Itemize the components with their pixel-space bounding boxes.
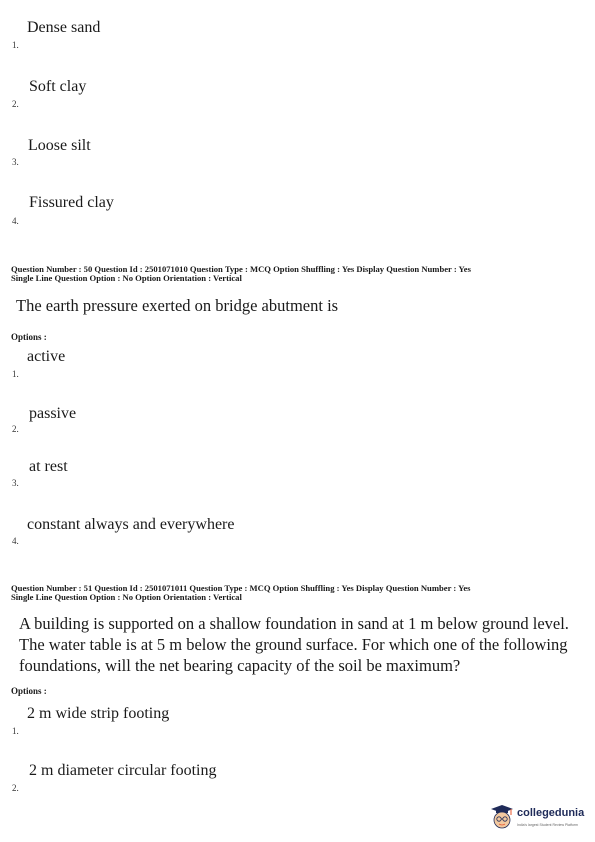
option-number: 3. [12, 157, 19, 167]
option-number: 3. [12, 478, 19, 488]
option-text: 2 m diameter circular footing [29, 762, 217, 779]
option-number: 4. [12, 536, 19, 546]
option-number: 2. [12, 783, 19, 793]
option-text: Fissured clay [29, 194, 114, 211]
logo-wordmark: collegedunia [517, 807, 585, 819]
option-text: at rest [29, 458, 68, 475]
logo-tagline: India's largest Student Review Platform [517, 823, 578, 827]
option-text: constant always and everywhere [27, 516, 235, 533]
option-text: 2 m wide strip footing [27, 705, 170, 722]
option-number: 1. [12, 369, 19, 379]
collegedunia-logo [490, 800, 590, 834]
graduate-mascot-icon [490, 804, 514, 830]
option-number: 4. [12, 216, 19, 226]
option-text: Loose silt [28, 137, 91, 154]
option-text: active [27, 348, 66, 365]
option-number: 1. [12, 40, 19, 50]
option-number: 1. [12, 726, 19, 736]
option-text: passive [29, 405, 77, 422]
options-label: Options : [11, 686, 47, 696]
question-meta-line: Question Number : 51 Question Id : 2501071011 Question Type : MCQ Option Shuffling : Yes Display Question Number : Yes [11, 583, 471, 593]
question-text-line: The water table is at 5 m below the ground surface. For which one of the following [19, 635, 568, 654]
question-text-line: foundations, will the net bearing capacity of the soil be maximum? [19, 656, 461, 675]
option-text: Soft clay [29, 78, 87, 95]
question-meta-line: Single Line Question Option : No Option Orientation : Vertical [11, 273, 242, 283]
question-text: The earth pressure exerted on bridge abutment is [16, 296, 339, 315]
options-label: Options : [11, 332, 47, 342]
option-number: 2. [12, 424, 19, 434]
question-meta-line: Single Line Question Option : No Option Orientation : Vertical [11, 592, 242, 602]
question-meta-line: Question Number : 50 Question Id : 2501071010 Question Type : MCQ Option Shuffling : Yes Display Question Number : Yes [11, 264, 471, 274]
question-text-line: A building is supported on a shallow foundation in sand at 1 m below ground level. [19, 614, 569, 633]
option-number: 2. [12, 99, 19, 109]
option-text: Dense sand [27, 19, 101, 36]
